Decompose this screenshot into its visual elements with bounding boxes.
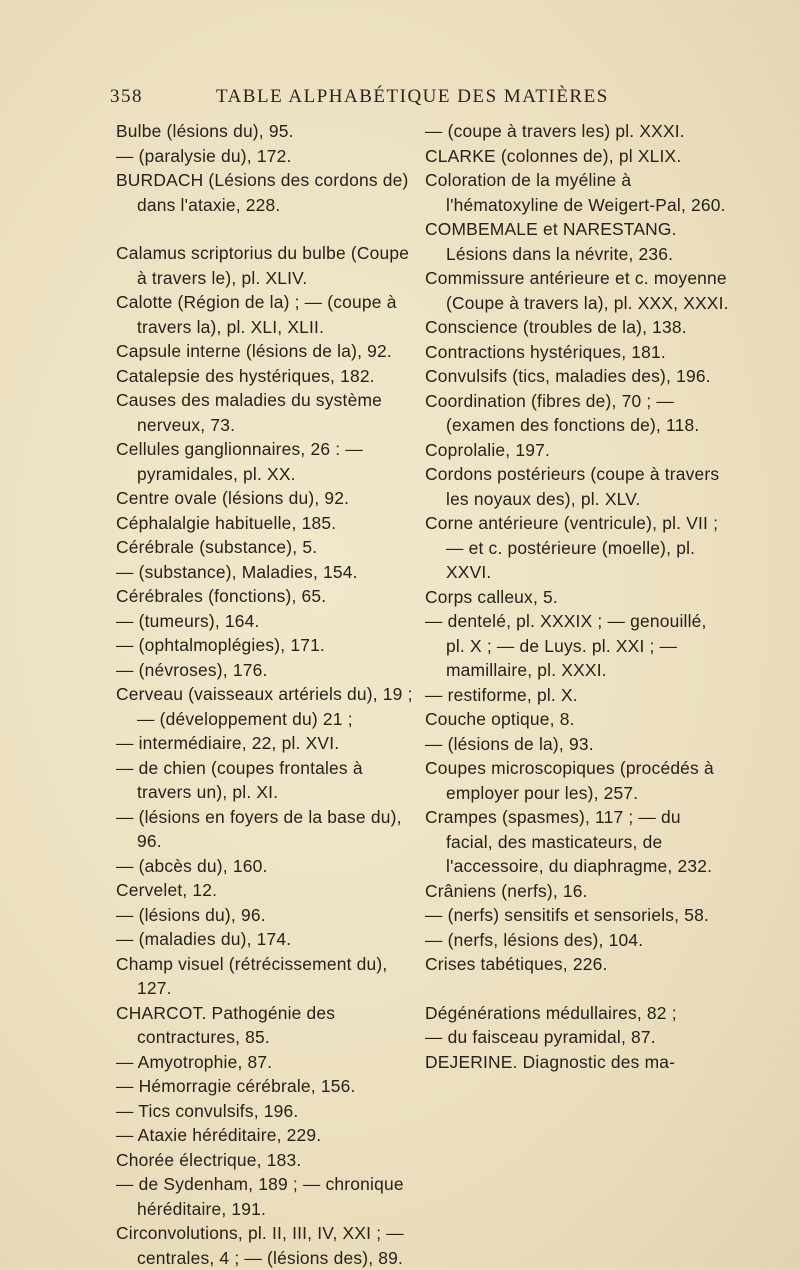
index-entry: — (lésions en foyers de la base du), 96. [116,806,402,851]
index-entry: Crises tabétiques, 226. [425,954,608,974]
index-entry: — (maladies du), 174. [116,929,292,949]
index-entry: Cerveau (vaisseaux artériels du), 19 ; — (développement du) 21 ; [116,684,413,729]
index-entry: — (névroses), 176. [116,659,268,680]
index-entry: Coordination (fibres de), 70 ; — (examen des fonctions de), 118. [425,390,700,435]
index-entry: — restiforme, pl. X. [425,684,578,705]
index-entry: Cordons postérieurs (coupe à travers les noyaux des), pl. XLV. [425,464,720,509]
running-title: TABLE ALPHABÉTIQUE DES MATIÈRES [216,86,609,107]
index-entry: Bulbe (lésions du), 95. [116,121,294,141]
index-entry: — de chien (coupes frontales à travers un), pl. XI. [116,757,363,802]
index-entry: — (abcès du), 160. [116,855,268,876]
index-entry: Circonvolutions, pl. II, III, IV, XXI ; — centrales, 4 ; — (lésions des), 89. [116,1223,404,1268]
index-entry: Cellules ganglionnaires, 26 : — pyramidales, pl. XX. [116,439,363,484]
index-entry: Catalepsie des hystériques, 182. [116,365,375,386]
index-entry: CHARCOT. Pathogénie des contractures, 85. [116,1002,336,1047]
index-entry: — (lésions de la), 93. [425,733,594,754]
index-entry: Conscience (troubles de la), 138. [425,317,687,337]
index-entry: — (lésions du), 96. [116,904,266,925]
index-entry: Causes des maladies du système nerveux, 73. [116,390,383,435]
index-entry: Crampes (spasmes), 117 ; — du facial, des masticateurs, de l'accessoire, du diaphragme, 232. [425,807,713,876]
index-entry: — intermédiaire, 22, pl. XVI. [116,733,340,753]
index-entry: — (paralysie du), 172. [116,145,292,166]
index-entry: Corps calleux, 5. [425,586,558,607]
index-entry: — (ophtalmoplégies), 171. [116,635,325,655]
index-entry: BURDACH (Lésions des cordons de) dans l'ataxie, 228. [116,170,409,215]
index-entry: COMBEMALE et NARESTANG. Lésions dans la névrite, 236. [425,219,677,264]
index-entry: — (tumeurs), 164. [116,610,260,631]
index-entry: Crâniens (nerfs), 16. [425,880,588,901]
index-entry: Champ visuel (rétrécissement du), 127. [116,953,388,998]
index-entry: — du faisceau pyramidal, 87. [425,1027,656,1047]
index-entry: — (coupe à travers les) pl. XXXI. [425,121,685,141]
index-entry: Coupes microscopiques (procédés à employer pour les), 257. [425,758,714,803]
index-entry: Coloration de la myéline à l'hématoxyline de Weigert-Pal, 260. [425,170,726,215]
index-entry: Capsule interne (lésions de la), 92. [116,341,392,361]
index-entry: Contractions hystériques, 181. [425,341,666,362]
index-entry: — de Sydenham, 189 ; — chronique héréditaire, 191. [116,1174,404,1219]
index-entry: Calotte (Région de la) ; — (coupe à travers la), pl. XLI, XLII. [116,292,397,337]
index-entry: — Hémorragie cérébrale, 156. [116,1076,356,1096]
index-entry: Chorée électrique, 183. [116,1149,302,1170]
index-entry: Centre ovale (lésions du), 92. [116,488,350,508]
index-entry: Cérébrales (fonctions), 65. [116,586,327,606]
index-entry: — (nerfs, lésions des), 104. [425,929,644,950]
index-entry: Convulsifs (tics, maladies des), 196. [425,366,711,386]
index-entry: Commissure antérieure et c. moyenne (Coupe à travers la), pl. XXX, XXXI. [425,268,729,313]
index-column-left [116,119,421,1270]
page-number: 358 [110,86,143,107]
index-entry: CLARKE (colonnes de), pl XLIX. [425,145,682,166]
index-entry: — Amyotrophie, 87. [116,1051,273,1072]
index-column-right [425,119,730,1074]
index-entry: DEJERINE. Diagnostic des ma- [425,1051,676,1072]
index-entry: Cérébrale (substance), 5. [116,537,318,557]
index-entry: — Ataxie héréditaire, 229. [116,1125,322,1145]
index-entry: Cervelet, 12. [116,880,218,900]
index-entry: — (nerfs) sensitifs et sensoriels, 58. [425,905,710,925]
index-entry: Coprolalie, 197. [425,439,551,460]
index-entry: Dégénérations médullaires, 82 ; [425,1002,677,1023]
index-entry: Céphalalgie habituelle, 185. [116,512,337,533]
index-entry: — Tics convulsifs, 196. [116,1100,299,1121]
index-entry: — dentelé, pl. XXXIX ; — genouillé, pl. X ; — de Luys. pl. XXI ; — mamillaire, pl. XXXI. [425,611,707,680]
page-header [110,82,670,112]
index-entry: Calamus scriptorius du bulbe (Coupe à travers le), pl. XLIV. [116,243,410,288]
index-entry: — (substance), Maladies, 154. [116,561,358,582]
index-entry: Corne antérieure (ventricule), pl. VII ; — et c. postérieure (moelle), pl. XXVI. [425,513,719,582]
index-entry: Couche optique, 8. [425,709,575,729]
